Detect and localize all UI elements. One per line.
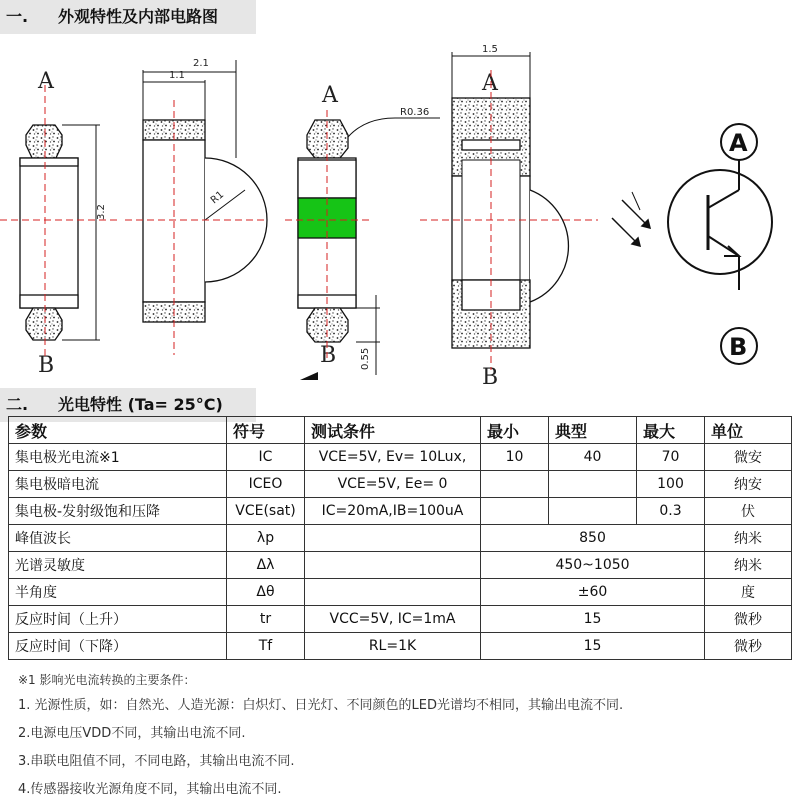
cell-unit: 伏 xyxy=(705,498,792,525)
note-item: 4.传感器接收光源角度不同，其输出电流不同. xyxy=(18,782,282,797)
cell-unit: 纳米 xyxy=(705,525,792,552)
notes-block xyxy=(18,668,788,804)
edge-mark xyxy=(300,372,318,380)
cell-param: 集电极-发射级饱和压降 xyxy=(9,498,227,525)
cell-condition: VCE=5V, Ee= 0 xyxy=(305,471,481,498)
cell-param: 峰值波长 xyxy=(9,525,227,552)
cell-symbol: Δθ xyxy=(227,579,305,606)
cell-symbol: λp xyxy=(227,525,305,552)
cell-symbol: IC xyxy=(227,444,305,471)
top-view xyxy=(298,118,440,375)
section-2-number: 二. xyxy=(6,395,29,414)
cell-unit: 微安 xyxy=(705,444,792,471)
table-row xyxy=(9,606,792,633)
note-heading: ※1 影响光电流转换的主要条件： xyxy=(18,673,196,687)
dimension-small-radius: R0.36 xyxy=(400,107,430,118)
cell-typ-span: ±60 xyxy=(481,579,705,606)
side-view xyxy=(143,60,267,322)
cell-unit: 微秒 xyxy=(705,633,792,660)
cell-symbol: Δλ xyxy=(227,552,305,579)
cell-unit: 微秒 xyxy=(705,606,792,633)
cell-param: 半角度 xyxy=(9,579,227,606)
table-row xyxy=(9,525,792,552)
cell-typ-span: 850 xyxy=(481,525,705,552)
cell-symbol: Tf xyxy=(227,633,305,660)
end-view xyxy=(452,52,568,348)
cell-symbol: tr xyxy=(227,606,305,633)
cell-typ-span: 15 xyxy=(481,606,705,633)
dimension-top-left: 1.1 xyxy=(169,70,185,81)
cell-condition xyxy=(305,579,481,606)
cell-condition: IC=20mA,IB=100uA xyxy=(305,498,481,525)
front-view-pin-a: A xyxy=(38,69,54,94)
terminal-b-circle xyxy=(721,328,757,364)
cell-param: 集电极暗电流 xyxy=(9,471,227,498)
cell-symbol: VCE(sat) xyxy=(227,498,305,525)
cell-min xyxy=(481,471,549,498)
section-2-title: 光电特性 (Ta= 25°C) xyxy=(58,395,223,414)
cell-unit: 纳米 xyxy=(705,552,792,579)
cell-condition: VCC=5V, IC=1mA xyxy=(305,606,481,633)
header-param: 参数 xyxy=(9,417,227,444)
cell-condition: RL=1K xyxy=(305,633,481,660)
note-item: 1. 光源性质，如：自然光、人造光源：白炽灯、日光灯、不同颜色的LED光谱均不相同，其输出电流不同. xyxy=(18,698,624,713)
note-item: 3.串联电阻值不同，不同电路，其输出电流不同. xyxy=(18,754,295,769)
dimension-bottom: 0.55 xyxy=(360,347,371,370)
header-max: 最大 xyxy=(637,417,705,444)
dimension-radius: R1 xyxy=(208,189,227,207)
end-view-pin-b: B xyxy=(482,365,499,388)
light-arrows-icon xyxy=(612,192,650,246)
cell-symbol: ICEO xyxy=(227,471,305,498)
cell-max: 0.3 xyxy=(637,498,705,525)
cell-typ-span: 15 xyxy=(481,633,705,660)
section-1-title: 外观特性及内部电路图 xyxy=(58,7,219,26)
end-view-pin-a: A xyxy=(482,71,498,96)
cell-max: 100 xyxy=(637,471,705,498)
front-view-pin-b: B xyxy=(38,353,55,378)
cell-unit: 纳安 xyxy=(705,471,792,498)
note-item: 2.电源电压VDD不同，其输出电流不同. xyxy=(18,726,246,741)
table-row xyxy=(9,579,792,606)
dimension-width: 1.5 xyxy=(482,44,498,55)
cell-condition xyxy=(305,552,481,579)
cell-unit: 度 xyxy=(705,579,792,606)
table-row xyxy=(9,471,792,498)
cell-min xyxy=(481,498,549,525)
header-condition: 测试条件 xyxy=(305,417,481,444)
dimension-height: 3.2 xyxy=(96,204,107,220)
cell-typ xyxy=(549,498,637,525)
front-view xyxy=(20,125,100,340)
header-symbol: 符号 xyxy=(227,417,305,444)
cell-param: 光谱灵敏度 xyxy=(9,552,227,579)
header-min: 最小 xyxy=(481,417,549,444)
phototransistor-symbol xyxy=(668,160,772,290)
cell-param: 反应时间（上升） xyxy=(9,606,227,633)
cell-typ-span: 450~1050 xyxy=(481,552,705,579)
dimension-top-total: 2.1 xyxy=(193,58,209,69)
top-view-pin-b: B xyxy=(320,343,337,368)
terminal-b-label: B xyxy=(729,333,748,361)
terminal-a-label: A xyxy=(729,129,748,157)
section-1-number: 一. xyxy=(6,7,29,26)
section-1-header xyxy=(0,0,256,34)
header-unit: 单位 xyxy=(705,417,792,444)
cell-typ xyxy=(549,471,637,498)
spec-table xyxy=(8,416,792,660)
terminal-a-circle xyxy=(721,124,757,160)
header-typ: 典型 xyxy=(549,417,637,444)
table-row xyxy=(9,633,792,660)
table-row xyxy=(9,444,792,471)
cell-typ: 40 xyxy=(549,444,637,471)
cell-condition: VCE=5V, Ev= 10Lux, xyxy=(305,444,481,471)
top-view-pin-a: A xyxy=(322,83,338,108)
cell-param: 反应时间（下降） xyxy=(9,633,227,660)
table-row xyxy=(9,552,792,579)
cell-param: 集电极光电流※1 xyxy=(9,444,227,471)
table-header-row xyxy=(9,417,792,444)
cell-max: 70 xyxy=(637,444,705,471)
package-drawing xyxy=(0,40,800,388)
table-row xyxy=(9,498,792,525)
cell-min: 10 xyxy=(481,444,549,471)
cell-condition xyxy=(305,525,481,552)
